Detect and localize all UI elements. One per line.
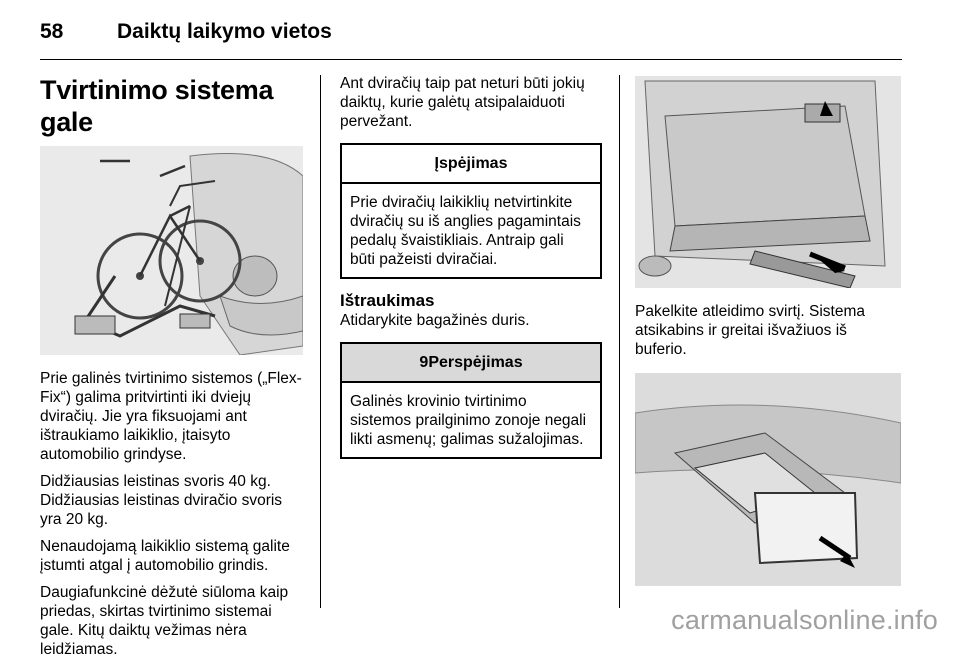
caution-heading-text: Perspėjimas: [428, 354, 523, 371]
warning-body: Prie dviračių laikiklių netvirtinkite dviračių su iš anglies pagamintais pedalų švaistikliais. Antraip gali būti pažeisti dviračiai.: [350, 194, 581, 268]
column-divider: [619, 75, 620, 608]
chapter-title: Daiktų laikymo vietos: [117, 20, 332, 43]
paragraph: Didžiausias leistinas svoris 40 kg. Didžiausias leistinas dviračio svoris yra 20 kg.: [40, 473, 283, 528]
section-title: Tvirtinimo sistema gale: [40, 75, 274, 137]
column-1: [40, 74, 303, 667]
intro-paragraph: Ant dviračių taip pat neturi būti jokių daiktų, kurie galėtų atsipalaiduoti pervežant.: [340, 75, 585, 130]
caution-heading: [342, 344, 600, 383]
warning-triangle-icon: 9: [419, 354, 429, 371]
subheading-text: Atidarykite bagažinės duris.: [340, 312, 530, 329]
paragraph: Nenaudojamą laikiklio sistemą galite įstumti atgal į automobilio grindis.: [40, 538, 290, 574]
watermark: carmanualsonline.info: [671, 605, 938, 635]
page-header: [40, 16, 900, 56]
column-3: [635, 74, 901, 586]
paragraph: Prie galinės tvirtinimo sistemos („Flex-Fix“) galima pritvirtinti iki dviejų dviračių. Jie yra fiksuojami ant ištraukiamo laikiklio, įtaisyto automobilio grindyse.: [40, 370, 302, 463]
warning-heading: Įspėjimas: [342, 145, 600, 184]
paragraph: Daugiafunkcinė dėžutė siūloma kaip priedas, skirtas tvirtinimo sistemai gale. Kitų daiktų vežimas nėra leidžiamas.: [40, 584, 289, 658]
trunk-release-lever-illustration: [635, 76, 901, 288]
header-rule: [40, 59, 902, 60]
page-number: 58: [40, 20, 64, 43]
caution-body: Galinės krovinio tvirtinimo sistemos prailginimo zonoje negali likti asmenų; galimas sužalojimas.: [350, 393, 587, 448]
subheading: Ištraukimas: [340, 291, 435, 310]
caution-box: [340, 342, 602, 459]
warning-box: [340, 143, 602, 279]
column-2: [340, 74, 602, 459]
bike-carrier-extracting-illustration: [635, 373, 901, 586]
column-divider: [320, 75, 321, 608]
bike-carrier-illustration: [40, 146, 303, 355]
caption: Pakelkite atleidimo svirtį. Sistema atsikabins ir greitai išvažiuos iš buferio.: [635, 303, 865, 358]
